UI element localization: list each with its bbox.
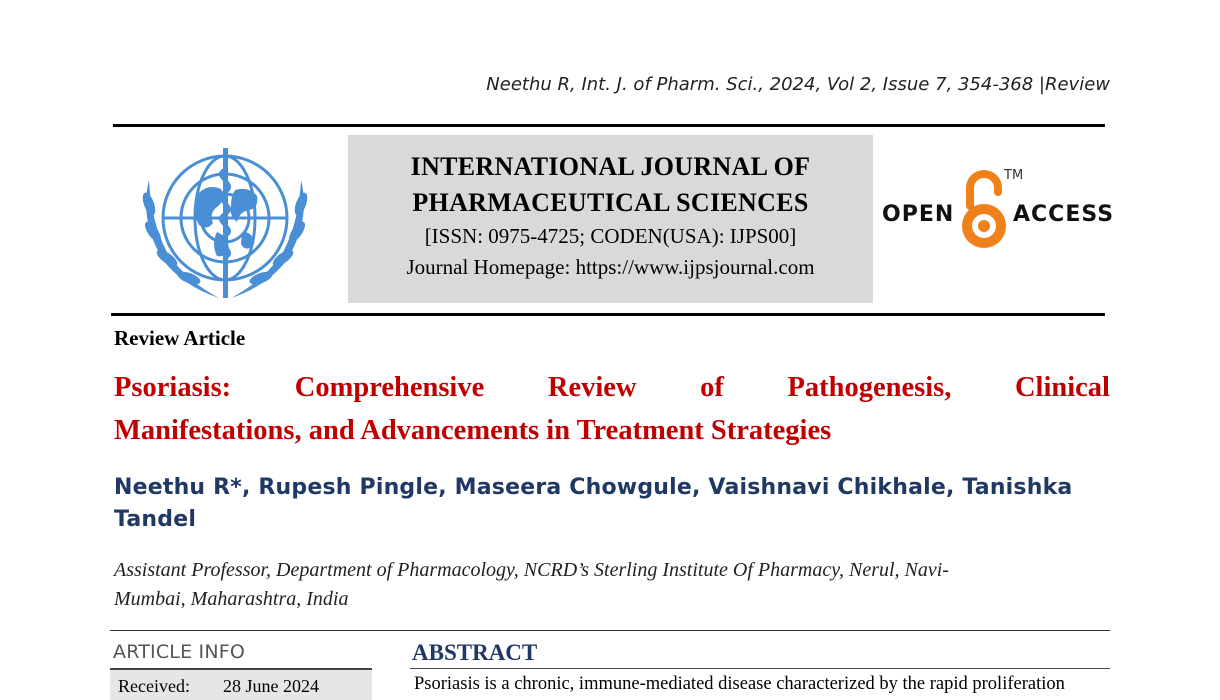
abstract-text: Psoriasis is a chronic, immune-mediated disease characterized by the rapid proliferation [414,674,1065,694]
received-label: Received: [118,676,190,696]
article-info-heading: ARTICLE INFO [113,641,246,663]
author-list-line1: Neethu R*, Rupesh Pingle, Maseera Chowgule, Vaishnavi Chikhale, Tanishka [114,475,1073,500]
journal-emblem-logo [127,140,323,306]
abstract-rule [410,668,1110,669]
article-title [114,366,1110,452]
author-list-line2: Tandel [114,507,197,532]
article-type: Review Article [114,326,246,350]
open-access-logo [880,166,1115,252]
running-head: Neethu R, Int. J. of Pharm. Sci., 2024, Vol 2, Issue 7, 354-368 |Review [486,74,1110,95]
title-word: Review [547,372,637,403]
title-word: Clinical [1014,372,1110,403]
affiliation-line1: Assistant Professor, Department of Pharmacology, NCRD’s Sterling Institute Of Pharmacy, Nerul, Navi- [114,559,949,581]
open-access-access-text: ACCESS [1013,202,1115,227]
title-word: Psoriasis: [114,372,232,403]
open-access-tm: TM [1004,168,1024,183]
received-date: 28 June 2024 [223,676,319,696]
author-list [114,472,1074,536]
abstract-heading: ABSTRACT [412,640,538,665]
journal-title [348,149,873,221]
header-bottom-rule [111,313,1105,316]
journal-homepage[interactable]: Journal Homepage: https://www.ijpsjournal.com [406,255,815,279]
title-word: Comprehensive [294,372,485,403]
received-row [110,670,372,700]
author-affiliation [114,556,1074,614]
top-rule [113,124,1105,127]
journal-title-line2: PHARMACEUTICAL SCIENCES [412,188,809,217]
open-access-open-text: OPEN [882,202,955,227]
journal-issn: [ISSN: 0975-4725; CODEN(USA): IJPS00] [424,224,797,248]
article-title-line2: Manifestations, and Advancements in Treatment Strategies [114,415,832,446]
title-word: Pathogenesis, [787,372,952,403]
title-word: of [700,372,724,403]
journal-header-box [348,135,873,303]
article-title-line1 [114,366,1110,409]
section-divider [110,630,1110,631]
journal-title-line1: INTERNATIONAL JOURNAL OF [410,152,811,181]
affiliation-line2: Mumbai, Maharashtra, India [114,588,349,610]
